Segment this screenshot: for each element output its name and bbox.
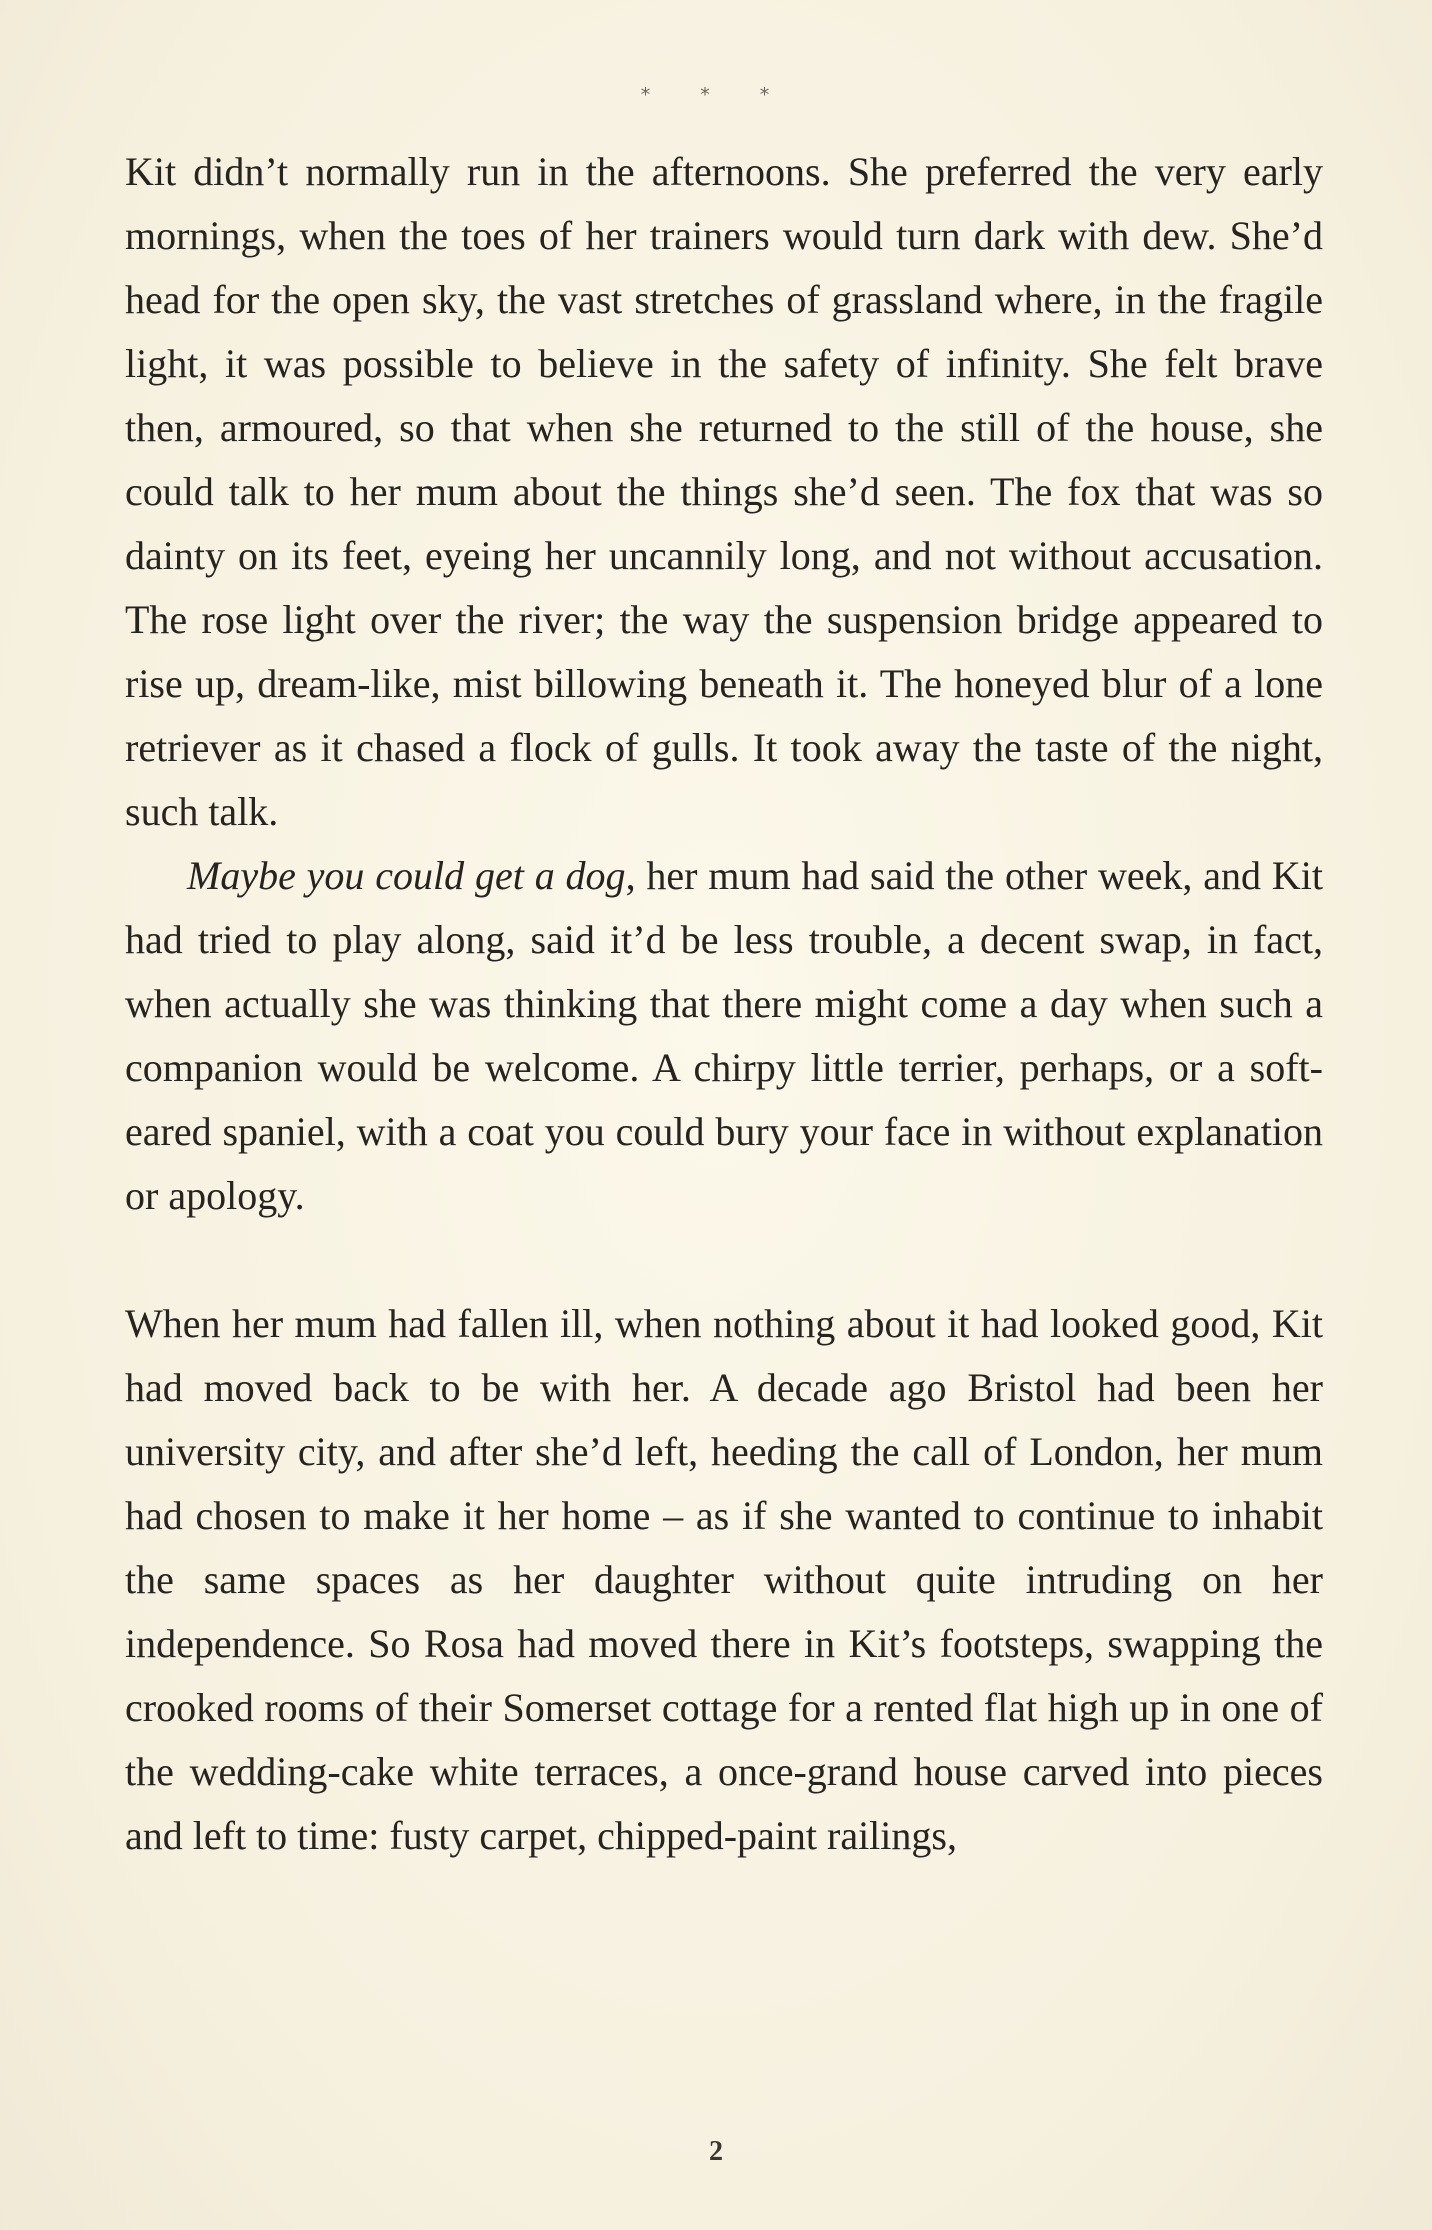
paragraph-1: Kit didn’t normally run in the afternoons. She preferred the very early mornings, when the toes of her trainers would turn dark with dew. She’d head for the open sky, the vast stretches of grassland where, in the fragile light, it was possible to believe in the safety of infinity. She felt brave then, armoured, so that when she returned to the still of the house, she could talk to her mum about the things she’d seen. The fox that was so dainty on its feet, eyeing her uncannily long, and not without accusation. The rose light over the river; the way the suspension bridge appeared to rise up, dream-like, mist billowing beneath it. The honeyed blur of a lone retriever as it chased a flock of gulls. It took away the taste of the night, such talk. [125,149,1323,834]
paragraph-2-italic: Maybe you could get a dog [187,853,626,898]
paragraph-3: When her mum had fallen ill, when nothing about it had looked good, Kit had moved back to be with her. A decade ago Bristol had been her university city, and after she’d left, heeding the call of London, her mum had chosen to make it her home – as if she wanted to continue to inhabit the same spaces as her daughter without quite intruding on her independence. So Rosa had moved there in Kit’s footsteps, swapping the crooked rooms of their Somerset cottage for a rented flat high up in one of the wedding-cake white terraces, a once-grand house carved into pieces and left to time: fusty carpet, chipped-paint railings, [125,1301,1323,1858]
section-break-ornament: * * * [640,84,792,106]
page-number: 2 [709,2136,723,2167]
paragraph-2 [125,844,1323,1228]
paragraph-2-text: , her mum had said the other week, and Kit had tried to play along, said it’d be less trouble, a decent swap, in fact, when actually she was thinking that there might come a day when such a companion would be welcome. A chirpy little terrier, perhaps, or a soft-eared spaniel, with a coat you could bury your face in without explanation or apology. [125,853,1323,1218]
body-text [125,140,1323,1868]
